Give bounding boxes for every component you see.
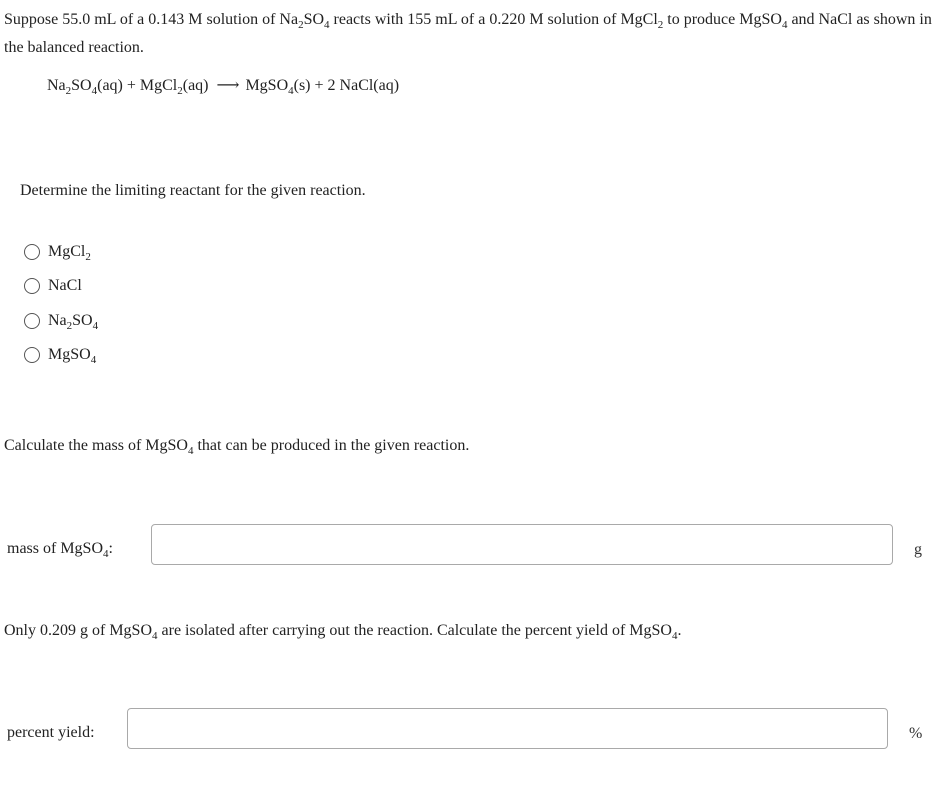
mass-unit: g	[914, 541, 922, 558]
percent-yield-question: Only 0.209 g of MgSO$_4$ are isolated after carrying out the reaction. Calculate the percent yield of MgSO$_4$.	[4, 622, 682, 642]
reaction-arrow: ⟶	[216, 77, 240, 94]
option-mgcl2[interactable]	[24, 241, 91, 263]
option-mgso4[interactable]	[24, 344, 96, 366]
limiting-reactant-question: Determine the limiting reactant for the given reaction.	[20, 182, 366, 199]
mass-input[interactable]	[151, 524, 893, 565]
balanced-equation: $Na_2SO_4(aq)$ + MgCl$_2$(aq) ⟶ MgSO$_4$(s) + 2 NaCl(aq)	[47, 77, 400, 97]
option-label: MgCl$_2$	[48, 243, 91, 263]
radio-button[interactable]	[24, 278, 40, 294]
mass-question: Calculate the mass of MgSO$_4$ that can be produced in the given reaction.	[4, 437, 470, 457]
radio-button[interactable]	[24, 347, 40, 363]
percent-yield-label: percent yield:	[7, 724, 95, 741]
option-label: $Na_2SO_4$	[48, 312, 99, 332]
option-label: NaCl	[48, 277, 82, 294]
radio-button[interactable]	[24, 313, 40, 329]
percent-yield-input[interactable]	[127, 708, 888, 749]
option-na2so4[interactable]	[24, 310, 98, 332]
mass-label: mass of MgSO$_4$:	[7, 540, 113, 560]
option-nacl[interactable]	[24, 275, 82, 297]
option-label: MgSO$_4$	[48, 346, 97, 366]
radio-button[interactable]	[24, 244, 40, 260]
problem-statement: Suppose 55.0 mL of a 0.143 M solution of $Na_2SO_4$ reacts with 155 mL of a 0.220 M solution of MgCl$_2$ to produce MgSO$_4$ and NaCl as shown in the balanced reaction.	[4, 11, 932, 56]
percent-unit: %	[909, 725, 923, 742]
